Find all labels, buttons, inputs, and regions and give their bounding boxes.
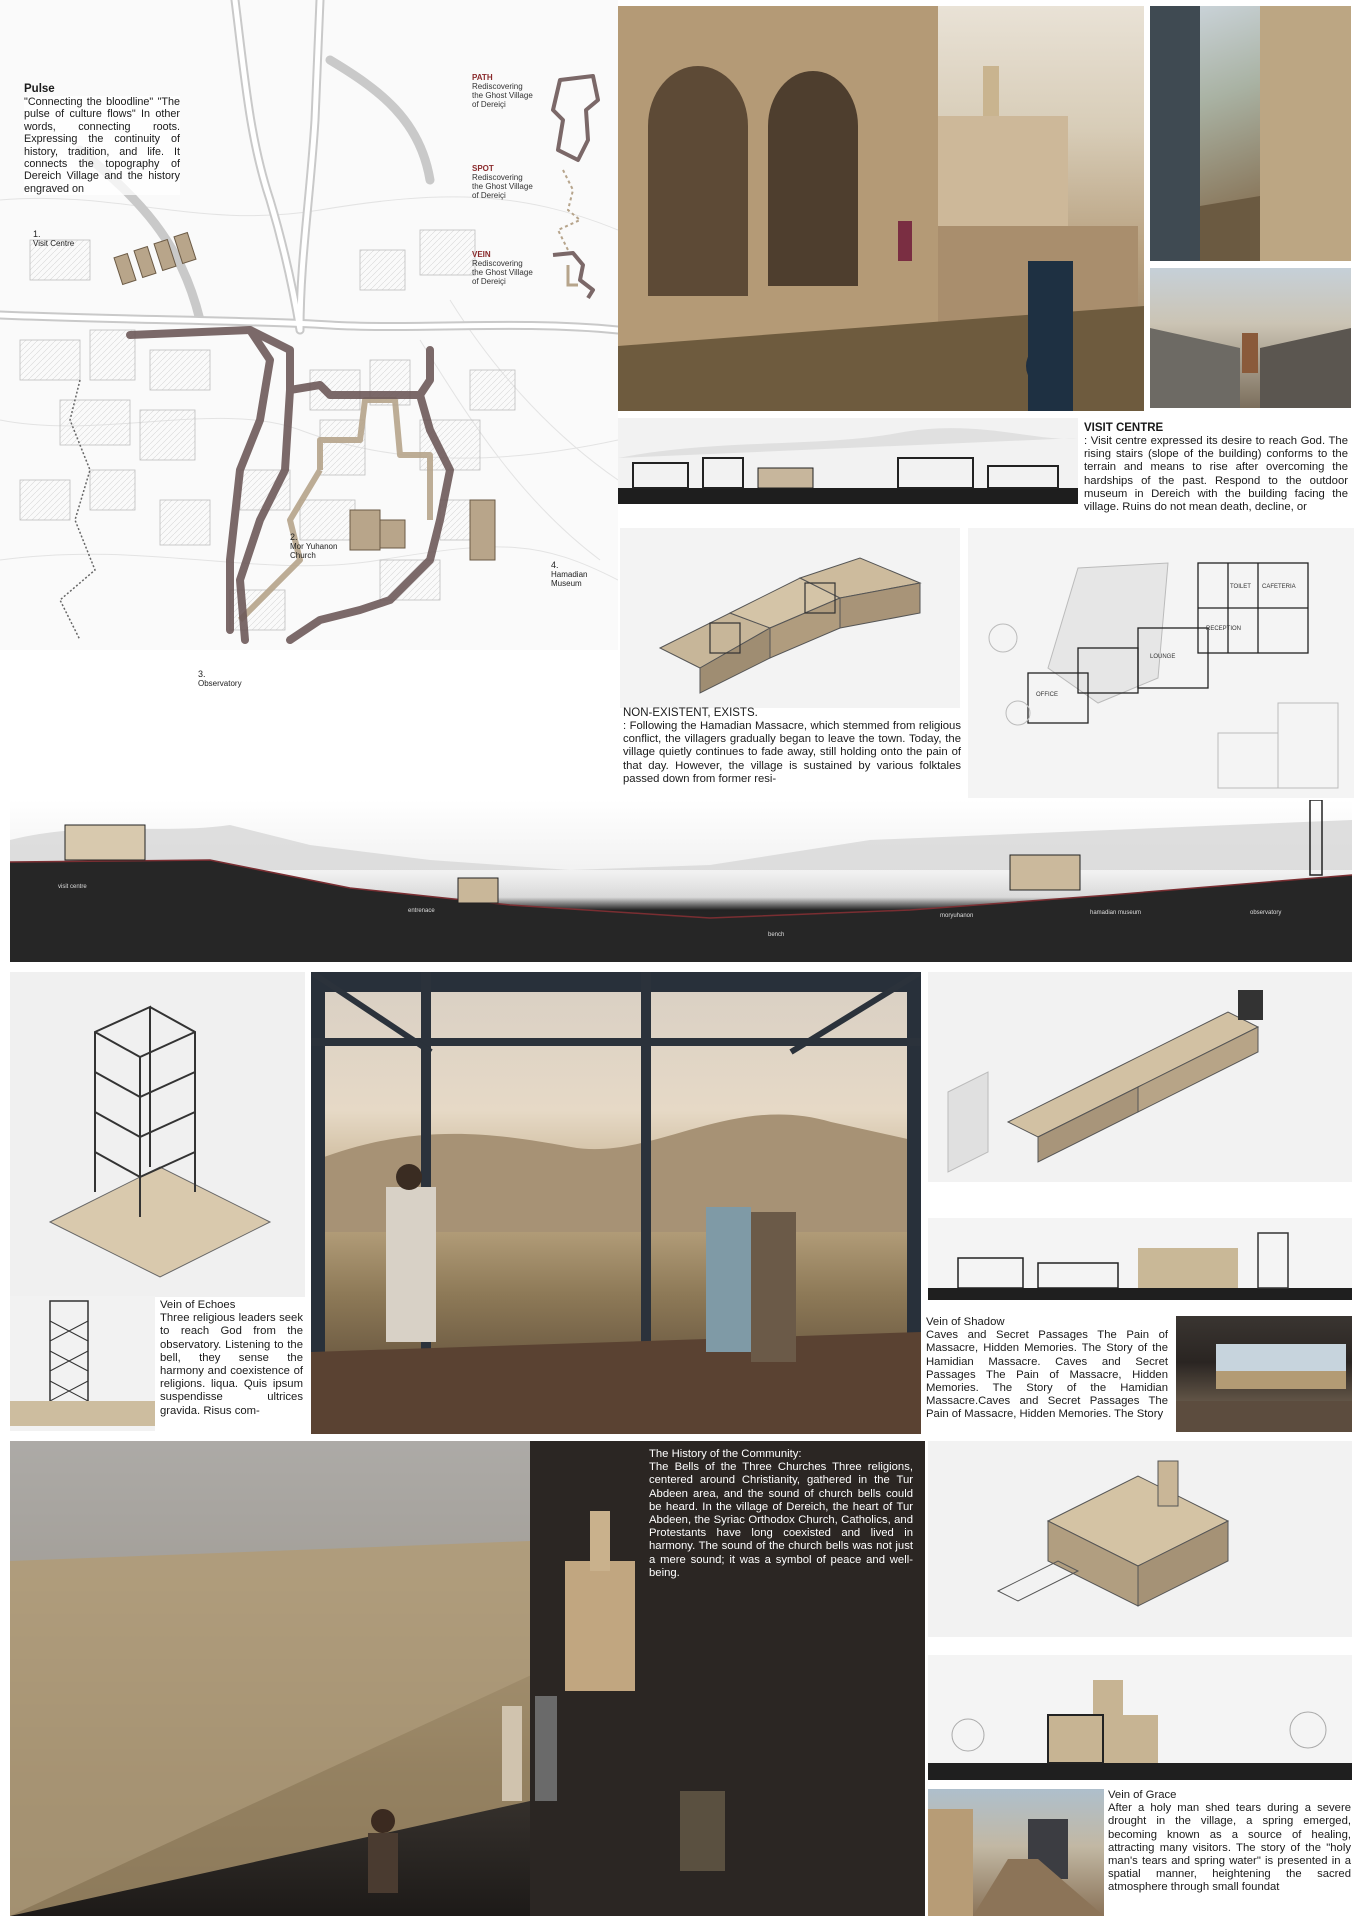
- observatory-elevation: [10, 1296, 155, 1431]
- shadow-section: [928, 1218, 1352, 1300]
- legend-vein-tag: VEIN: [472, 250, 491, 259]
- legend-vein: [472, 250, 534, 286]
- visit-centre-section-drawing: [618, 418, 1078, 504]
- long-site-section: [10, 800, 1352, 962]
- stairs-render-sketch: [618, 6, 1144, 411]
- long-section-sketch: [10, 800, 1352, 962]
- history-heading: The History of the Community:: [649, 1448, 802, 1460]
- vein-of-grace-text: [1108, 1789, 1351, 1895]
- legend-spot-tag: SPOT: [472, 164, 494, 173]
- map-label-observatory: [198, 670, 242, 688]
- map-label-4-num: 4.: [551, 560, 559, 570]
- tower-axo-sketch: [10, 972, 305, 1297]
- history-text: [649, 1448, 913, 1580]
- tower-elevation-sketch: [10, 1296, 155, 1431]
- pulse-body: "Connecting the bloodline" "The pulse of culture flows" In other words, connecting roots. Expressing the continuity of history, tradition, and life. It connects the topography of Dereich Village and the history engraved on: [24, 96, 180, 195]
- grace-axonometric: [928, 1441, 1352, 1637]
- visit-centre-text: [1084, 422, 1348, 514]
- vein-of-shadow-text: [926, 1316, 1168, 1422]
- grace-street-sketch: [928, 1789, 1104, 1916]
- section-label-visit-centre: visit centre: [58, 884, 87, 890]
- vein-of-echoes-heading: Vein of Echoes: [160, 1299, 236, 1311]
- vein-of-grace-heading: Vein of Grace: [1108, 1789, 1177, 1801]
- vein-of-grace-body: After a holy man shed tears during a severe drought in the village, a spring emerged, becoming known as a source of healing, attracting many visitors. The story of the "holy man's tears and spring water" is presented in a spatial manner, heightening the sacred atmosphere through small foundat: [1108, 1802, 1351, 1894]
- render-visit-centre-stairs: [618, 6, 1144, 411]
- vein-of-shadow-body: Caves and Secret Passages The Pain of Massacre, Hidden Memories. The Story of the Hamidian Massacre. Caves and Secret Passages The Pain of Massacre, Hidden Memories. The Story of the Hamidian Massacre.Caves and Secret Passages The Pain of Massacre, Hidden Memories. The Story: [926, 1329, 1168, 1421]
- grace-axo-sketch: [928, 1441, 1352, 1637]
- map-label-1-num: 1.: [33, 229, 41, 239]
- section-sketch: [618, 418, 1078, 504]
- shadow-interior-sketch: [1176, 1316, 1352, 1432]
- map-label-museum: [551, 561, 601, 588]
- map-label-2-num: 2.: [290, 532, 298, 542]
- section-label-observatory: observatory: [1250, 910, 1282, 916]
- pulse-block: [24, 82, 180, 195]
- non-existent-text: [623, 707, 961, 786]
- render-sunken-court: [1150, 268, 1351, 408]
- vein-of-echoes-text: [160, 1299, 303, 1418]
- plan-label-toilet: TOILET: [1230, 584, 1251, 590]
- legend-diagrams: [538, 70, 602, 300]
- render-observatory-view: [311, 972, 921, 1434]
- section-label-moryuhanon: moryuhanon: [940, 913, 974, 919]
- observatory-axonometric: [10, 972, 305, 1297]
- section-label-hamadian: hamadian museum: [1090, 910, 1142, 916]
- vein-of-echoes-body: Three religious leaders seek to reach God from the observatory. Listening to the bell, they sense the harmony and coexistence of religions. liqua. Quis ipsum suspendisse ultrices gravida. Risus com-: [160, 1312, 303, 1417]
- map-label-4-name: Hamadian Museum: [551, 570, 588, 588]
- section-label-bench: bench: [768, 932, 785, 938]
- section-label-entrance: entrenace: [408, 908, 435, 914]
- render-alley-top: [1150, 6, 1351, 261]
- history-body: The Bells of the Three Churches Three religions, centered around Christianity, gathered in the Tur Abdeen area, and the sound of church bells could be heard. In the village of Dereich, the heart of Tur Abdeen, the Syriac Orthodox Church, Catholics, and Protestants have long coexisted and lived in harmony. The sound of the church bells was not just a mere sound; it was a symbol of peace and well-being.: [649, 1461, 913, 1579]
- plan-label-cafeteria: CAFETERIA: [1262, 584, 1296, 590]
- map-label-visit-centre: [33, 230, 74, 248]
- visit-centre-heading: VISIT CENTRE: [1084, 422, 1164, 434]
- legend-spot-text: Rediscovering the Ghost Village of Dereiçi: [472, 173, 533, 200]
- legend-spot: [472, 164, 534, 200]
- map-label-3-name: Observatory: [198, 679, 242, 688]
- non-existent-heading: NON-EXISTENT, EXISTS.: [623, 707, 758, 719]
- non-existent-body: : Following the Hamadian Massacre, which stemmed from religious conflict, the villagers gradually began to leave the town. Today, the village quietly continues to fade away, still holding onto the pain of that day. However, the village is sustained by various folktales passed down from former resi-: [623, 720, 961, 785]
- axo-sketch: [620, 528, 960, 708]
- plan-label-office: OFFICE: [1036, 692, 1058, 698]
- visit-centre-body: : Visit centre expressed its desire to reach God. The rising stairs (slope of the building) conforms to the terrain and means to rise after overcoming the hardships of the past. Respond to the outdoor museum in Dereich with the building facing the village. Ruins do not mean death, decline, or: [1084, 435, 1348, 514]
- map-label-church: [290, 533, 350, 560]
- plan-sketch: [968, 528, 1354, 798]
- shadow-axonometric: [928, 972, 1352, 1182]
- plan-label-reception: RECEPTION: [1206, 626, 1242, 632]
- shadow-axo-sketch: [928, 972, 1352, 1182]
- vein-of-shadow-heading: Vein of Shadow: [926, 1316, 1005, 1328]
- grace-section: [928, 1655, 1352, 1780]
- legend-path-text: Rediscovering the Ghost Village of Dereiçi: [472, 82, 533, 109]
- plan-label-lounge: LOUNGE: [1150, 654, 1176, 660]
- map-label-3-num: 3.: [198, 669, 206, 679]
- legend-vein-text: Rediscovering the Ghost Village of Dereiçi: [472, 259, 533, 286]
- shadow-section-sketch: [928, 1218, 1352, 1300]
- legend-path: [472, 73, 534, 109]
- render-grace-street: [928, 1789, 1104, 1916]
- grace-section-sketch: [928, 1655, 1352, 1780]
- render-shadow-interior: [1176, 1316, 1352, 1432]
- pulse-heading: Pulse: [24, 83, 55, 95]
- visit-centre-floor-plan: [968, 528, 1354, 798]
- observatory-view-sketch: [311, 972, 921, 1434]
- map-label-2-name: Mor Yuhanon Church: [290, 542, 338, 560]
- court-render-sketch: [1150, 268, 1351, 408]
- map-label-1-name: Visit Centre: [33, 239, 75, 248]
- alley-render-sketch: [1150, 6, 1351, 261]
- legend-path-tag: PATH: [472, 73, 493, 82]
- visit-centre-axonometric: [620, 528, 960, 708]
